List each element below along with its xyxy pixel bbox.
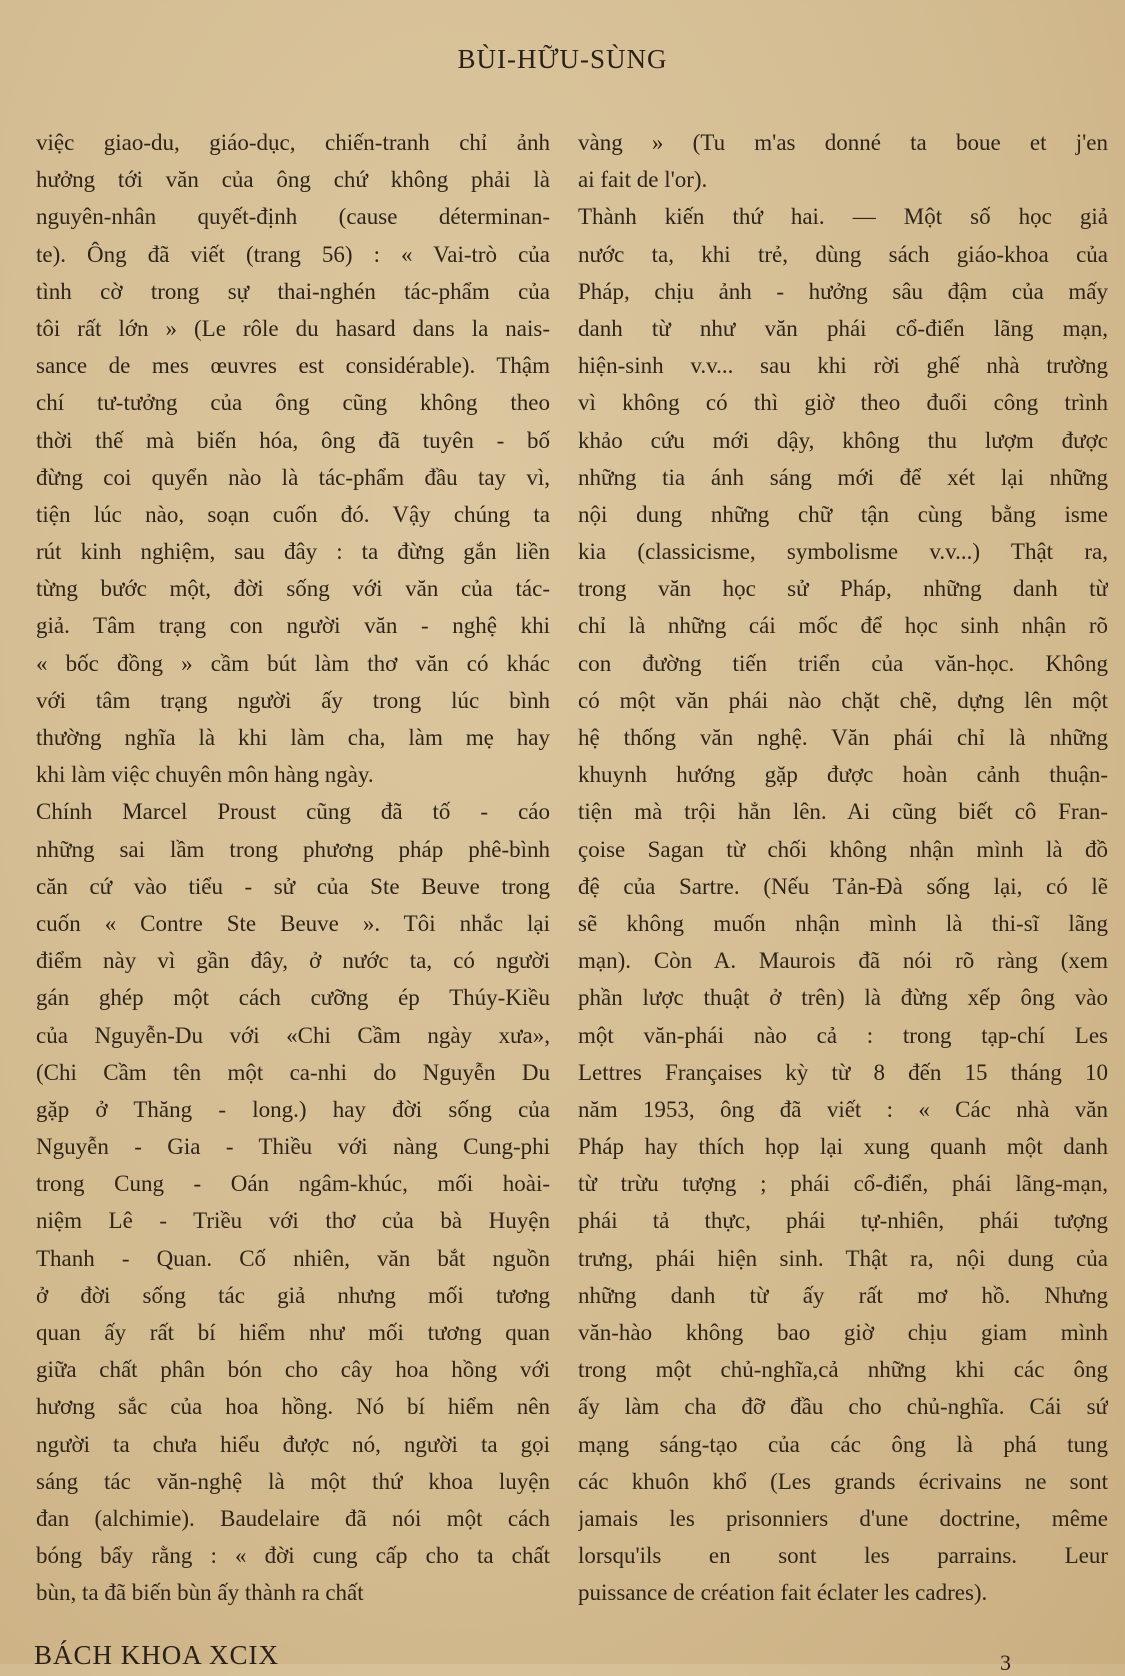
text-line: Pháp, chịu ảnh - hưởng sâu đậm của mấy <box>578 278 1108 304</box>
text-line: jamais les prisonniers d'une doctrine, même <box>578 1505 1108 1531</box>
text-line: sẽ không muốn nhận mình là thi-sĩ lãng <box>578 910 1108 936</box>
text-line: ai fait de l'or). <box>578 167 708 193</box>
text-line: khuynh hướng gặp được hoàn cảnh thuận- <box>578 762 1108 788</box>
text-line: tiện mà trội hẳn lên. Ai cũng biết cô Fran- <box>578 799 1108 825</box>
text-line: việc giao-du, giáo-dục, chiến-tranh chỉ ảnh <box>36 130 550 155</box>
text-line: cuốn « Contre Ste Beuve ». Tôi nhắc lại <box>36 910 550 936</box>
text-line: căn cứ vào tiểu - sử của Ste Beuve trong <box>36 873 550 899</box>
text-line: ở đời sống tác giả nhưng mối tương <box>36 1282 550 1308</box>
text-line: phần lược thuật ở trên) là đừng xếp ông vào <box>578 985 1108 1011</box>
text-line: một văn-phái nào cả : trong tạp-chí Les <box>578 1022 1108 1048</box>
text-line: hương sắc của hoa hồng. Nó bí hiểm nên <box>36 1394 550 1420</box>
text-line: te). Ông đã viết (trang 56) : « Vai-trò của <box>36 241 550 267</box>
text-line: nội dung những chữ tận cùng bằng isme <box>578 501 1108 527</box>
text-line: quan ấy rất bí hiểm như mối tương quan <box>36 1320 550 1345</box>
text-line: lorsqu'ils en sont les parrains. Leur <box>578 1543 1108 1569</box>
text-line: các khuôn khổ (Les grands écrivains ne sont <box>578 1468 1108 1494</box>
text-line: hệ thống văn nghệ. Văn phái chỉ là những <box>578 725 1108 750</box>
text-line: Thanh - Quan. Cố nhiên, văn bắt nguồn <box>36 1245 550 1271</box>
text-line: trong một chủ-nghĩa,cả những khi các ông <box>578 1357 1108 1383</box>
text-line: thường nghĩa là khi làm cha, làm mẹ hay <box>36 725 550 750</box>
text-line: tình cờ trong sự thai-nghén tác-phẩm của <box>36 278 550 304</box>
text-line: đan (alchimie). Baudelaire đã nói một cách <box>36 1505 550 1531</box>
text-line: giả. Tâm trạng con người văn - nghệ khi <box>36 613 550 639</box>
text-line: hưởng tới văn của ông chứ không phải là <box>36 167 550 193</box>
text-line: văn-hào không bao giờ chịu giam mình <box>578 1320 1108 1345</box>
text-line: vàng » (Tu m'as donné ta boue et j'en <box>578 130 1108 155</box>
text-line: nguyên-nhân quyết-định (cause déterminan- <box>36 204 550 230</box>
text-line: trong văn học sử Pháp, những danh từ <box>578 576 1108 602</box>
text-line: con đường tiến triển của văn-học. Không <box>578 650 1108 676</box>
text-line: (Chi Cầm tên một ca-nhi do Nguyễn Du <box>36 1059 550 1085</box>
text-line: tôi rất lớn » (Le rôle du hasard dans la nais- <box>36 315 550 341</box>
text-line: gặp ở Thăng - long.) hay đời sống của <box>36 1096 550 1122</box>
text-line: Thành kiến thứ hai. — Một số học giả <box>578 204 1108 230</box>
text-line: người ta chưa hiểu được nó, người ta gọi <box>36 1431 550 1457</box>
text-line: từng bước một, đời sống với văn của tác- <box>36 576 550 602</box>
text-line: thời thế mà biến hóa, ông đã tuyên - bố <box>36 427 550 453</box>
text-line: Chính Marcel Proust cũng đã tố - cáo <box>36 799 550 825</box>
text-line: mạng sáng-tạo của các ông là phá tung <box>578 1431 1108 1457</box>
text-line: những danh từ ấy rất mơ hồ. Nhưng <box>578 1282 1108 1308</box>
text-line: chỉ là những cái mốc để học sinh nhận rõ <box>578 613 1108 639</box>
text-line: gán ghép một cách cưỡng ép Thúy-Kiều <box>36 985 550 1011</box>
text-line: năm 1953, ông đã viết : « Các nhà văn <box>578 1096 1108 1122</box>
text-line: rút kinh nghiệm, sau đây : ta đừng gắn liền <box>36 539 550 565</box>
text-line: có một văn phái nào chặt chẽ, dựng lên một <box>578 687 1108 713</box>
text-line: điểm này vì gần đây, ở nước ta, có người <box>36 948 550 974</box>
text-line: mạn). Còn A. Maurois đã nói rõ ràng (xem <box>578 948 1108 974</box>
text-line: những sai lầm trong phương pháp phê-bình <box>36 836 550 862</box>
text-line: giữa chất phân bón cho cây hoa hồng với <box>36 1357 550 1383</box>
text-line: Lettres Françaises kỳ từ 8 đến 15 tháng 10 <box>578 1059 1108 1085</box>
text-line: sáng tác văn-nghệ là một thứ khoa luyện <box>36 1468 550 1494</box>
text-line: kia (classicisme, symbolisme v.v...) Thật ra, <box>578 539 1108 565</box>
left-column <box>36 124 550 1612</box>
text-line: trong Cung - Oán ngâm-khúc, mối hoài- <box>36 1171 550 1197</box>
right-column <box>578 124 1108 1612</box>
text-line: Nguyễn - Gia - Thiều với nàng Cung-phi <box>36 1134 550 1160</box>
text-line: niệm Lê - Triều với thơ của bà Huyện <box>36 1208 550 1234</box>
text-line: khi làm việc chuyên môn hàng ngày. <box>36 762 374 788</box>
text-line: khảo cứu mới dậy, không thu lượm được <box>578 427 1108 453</box>
text-line: « bốc đồng » cầm bút làm thơ văn có khác <box>36 650 550 676</box>
text-line: đừng coi quyển nào là tác-phẩm đầu tay vì, <box>36 464 550 490</box>
text-line: ấy làm cha đỡ đầu cho chủ-nghĩa. Cái sứ <box>578 1394 1108 1420</box>
text-line: vì không có thì giờ theo đuổi công trình <box>578 390 1108 416</box>
text-line: bùn, ta đã biến bùn ấy thành ra chất <box>36 1580 364 1606</box>
text-line: puissance de création fait éclater les cadres). <box>578 1580 988 1606</box>
text-line: nước ta, khi trẻ, dùng sách giáo-khoa của <box>578 241 1108 267</box>
page-header: BÙI-HỮU-SÙNG <box>457 44 668 74</box>
text-line: chí tư-tưởng của ông cũng không theo <box>36 390 550 416</box>
text-line: bóng bẩy rằng : « đời cung cấp cho ta chất <box>36 1543 550 1569</box>
text-line: của Nguyễn-Du với «Chi Cầm ngày xưa», <box>36 1022 550 1048</box>
text-line: trưng, phái hiện sinh. Thật ra, nội dung của <box>578 1245 1108 1271</box>
text-line: tiện lúc nào, soạn cuốn đó. Vậy chúng ta <box>36 501 550 527</box>
page-number: 3 <box>1000 1650 1011 1675</box>
text-line: sance de mes œuvres est considérable). Thậm <box>36 353 550 379</box>
text-line: những tia ánh sáng mới để xét lại những <box>578 464 1108 490</box>
text-line: danh từ như văn phái cổ-điển lãng mạn, <box>578 315 1108 341</box>
text-line: phái tả thực, phái tự-nhiên, phái tượng <box>578 1208 1108 1234</box>
text-line: đệ của Sartre. (Nếu Tản-Đà sống lại, có lẽ <box>578 873 1108 899</box>
text-line: từ trừu tượng ; phái cổ-điển, phái lãng-mạn, <box>578 1171 1108 1197</box>
text-line: với tâm trạng người ấy trong lúc bình <box>36 687 550 713</box>
text-line: çoise Sagan từ chối không nhận mình là đồ <box>578 836 1108 862</box>
text-line: Pháp hay thích họp lại xung quanh một danh <box>578 1134 1108 1160</box>
text-line: hiện-sinh v.v... sau khi rời ghế nhà trường <box>578 353 1108 379</box>
page-footer: BÁCH KHOA XCIX <box>34 1640 280 1670</box>
